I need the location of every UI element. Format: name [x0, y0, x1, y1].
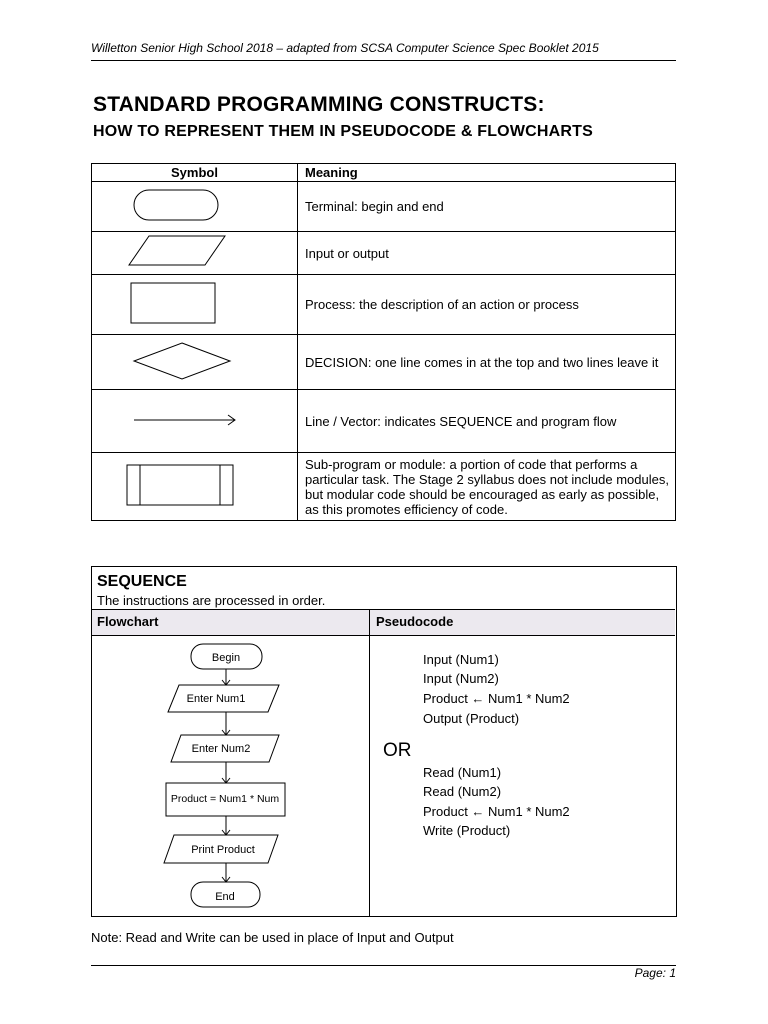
enter-num2-label: Enter Num2 — [191, 743, 251, 755]
terminal-symbol-icon — [92, 182, 297, 228]
pseudocode-line: Output (Product) — [423, 711, 520, 726]
header-divider — [91, 60, 676, 61]
meaning-cell: Terminal: begin and end — [298, 182, 676, 232]
end-label: End — [215, 891, 235, 903]
subprogram-symbol-icon — [92, 453, 297, 517]
sequence-title: SEQUENCE — [97, 573, 187, 590]
meaning-cell: Process: the description of an action or process — [298, 275, 676, 335]
pseudocode-line: Write (Product) — [423, 823, 511, 838]
pseudocode-line: Product ← Num1 * Num2 — [423, 804, 570, 819]
process-label: Product = Num1 * Num — [170, 793, 280, 805]
symbol-cell — [92, 275, 298, 335]
flowchart-column-header: Flowchart — [97, 614, 159, 629]
arrow-symbol-icon — [92, 390, 297, 449]
symbol-table — [91, 163, 676, 521]
symbol-cell — [92, 390, 298, 453]
column-divider — [369, 609, 370, 916]
meaning-cell: Input or output — [298, 232, 676, 275]
note-text: Note: Read and Write can be used in place of Input and Output — [91, 930, 454, 945]
symbol-column-header: Symbol — [92, 164, 298, 182]
table-row — [92, 453, 676, 521]
table-row — [92, 232, 676, 275]
sequence-flowchart — [150, 636, 310, 912]
pseudocode-line: Product ← Num1 * Num2 — [423, 691, 570, 706]
symbol-cell — [92, 182, 298, 232]
page-subtitle: HOW TO REPRESENT THEM IN PSEUDOCODE & FLOWCHARTS — [93, 123, 593, 140]
table-header-row — [92, 164, 676, 182]
table-row — [92, 182, 676, 232]
pseudocode-line: Read (Num2) — [423, 784, 502, 799]
page-number: Page: 1 — [634, 966, 676, 980]
rectangle-symbol-icon — [92, 275, 297, 331]
table-row — [92, 390, 676, 453]
pseudocode-line: Input (Num2) — [423, 671, 499, 686]
meaning-cell: DECISION: one line comes in at the top and two lines leave it — [298, 335, 676, 390]
meaning-cell: Sub-program or module: a portion of code that performs a particular task. The Stage 2 syllabus does not include modules, but modular code should be encouraged as early as possible, as this promotes efficiency of code. — [298, 453, 676, 521]
symbol-cell — [92, 232, 298, 275]
symbol-cell — [92, 335, 298, 390]
sequence-description: The instructions are processed in order. — [97, 593, 326, 608]
footer-divider — [91, 965, 676, 966]
pseudocode-line: Read (Num1) — [423, 765, 502, 780]
print-product-label: Print Product — [191, 844, 255, 856]
enter-num1-label: Enter Num1 — [186, 693, 246, 705]
meaning-column-header: Meaning — [298, 164, 676, 182]
meaning-cell: Line / Vector: indicates SEQUENCE and program flow — [298, 390, 676, 453]
table-row — [92, 335, 676, 390]
diamond-symbol-icon — [92, 335, 297, 386]
header-text: Willetton Senior High School 2018 – adapted from SCSA Computer Science Spec Booklet 2015 — [91, 41, 599, 55]
pseudocode-line: Input (Num1) — [423, 652, 499, 667]
table-row — [92, 275, 676, 335]
begin-label: Begin — [211, 652, 241, 664]
page-title: STANDARD PROGRAMMING CONSTRUCTS: — [93, 93, 545, 116]
symbol-cell — [92, 453, 298, 521]
pseudocode-column-header: Pseudocode — [376, 614, 454, 629]
parallelogram-symbol-icon — [92, 232, 297, 271]
or-label: OR — [383, 740, 412, 761]
